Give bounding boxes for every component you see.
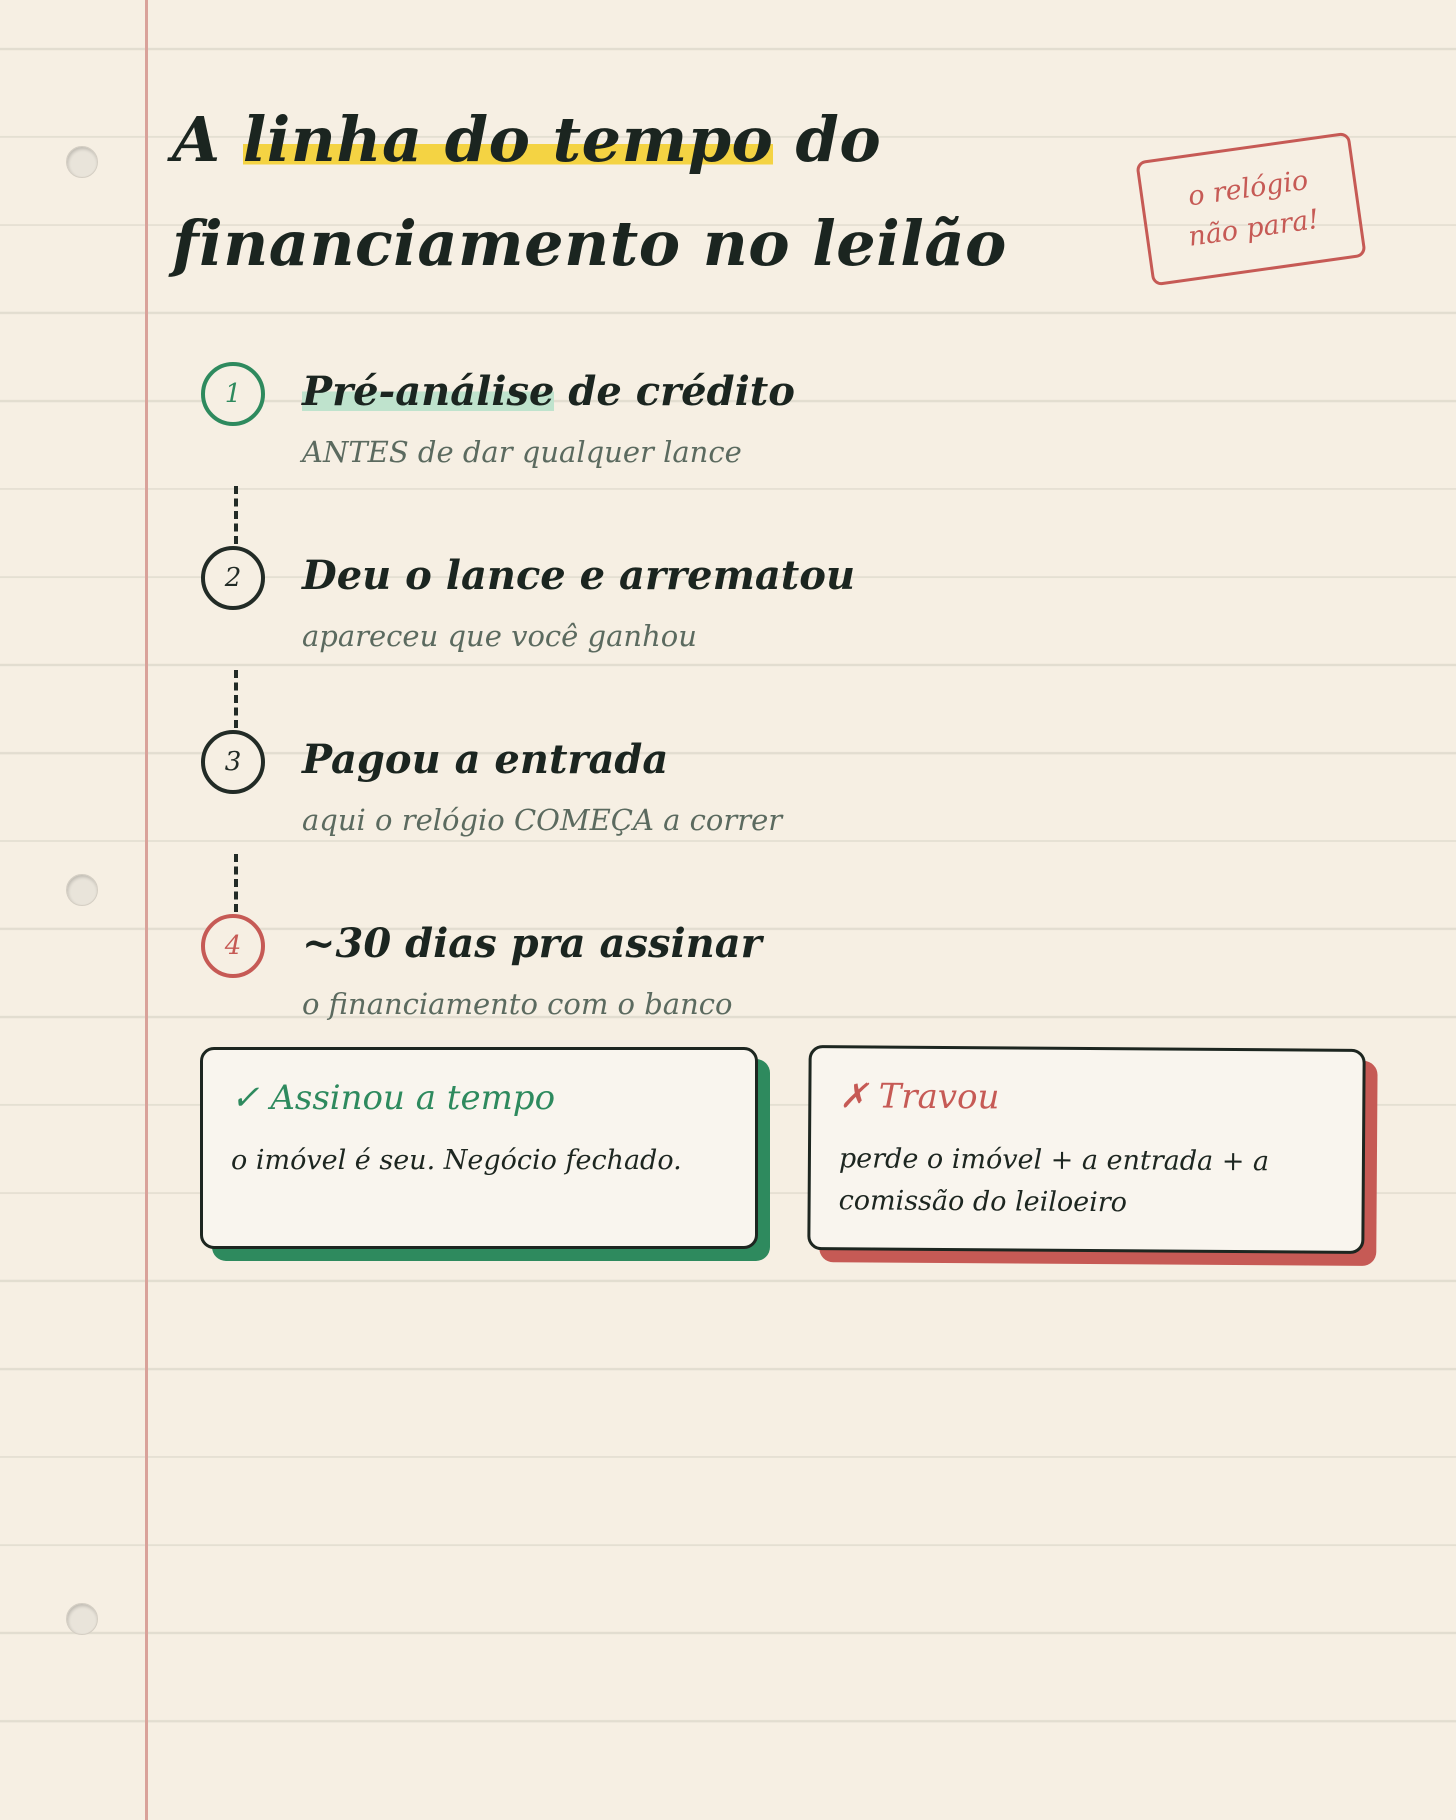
stamp-line2: não para! xyxy=(1186,203,1322,253)
step-title-1-rest: de crédito xyxy=(554,368,795,415)
step-title-2: Deu o lance e arrematou xyxy=(302,552,856,599)
step-number-1: 1 xyxy=(201,362,265,426)
title-line1-suffix: do xyxy=(773,103,882,176)
cross-icon: ✗ xyxy=(839,1076,869,1117)
step-number-4: 4 xyxy=(201,914,265,978)
stamp-line1: o relógio xyxy=(1186,164,1311,213)
binder-hole-bottom xyxy=(66,1603,98,1635)
check-icon: ✓ xyxy=(231,1078,260,1118)
outcome-failure-label: Travou xyxy=(878,1076,1000,1118)
step-title-4: ~30 dias pra assinar xyxy=(302,920,762,967)
notebook-margin-line xyxy=(145,0,148,1820)
step-subtitle-1: ANTES de dar qualquer lance xyxy=(302,435,742,469)
timeline-connector xyxy=(234,854,238,912)
title-line2: financiamento no leilão xyxy=(172,207,1007,280)
stamp-badge xyxy=(1135,132,1366,287)
step-subtitle-3: aqui o relógio COMEÇA a correr xyxy=(302,803,783,837)
step-title-1-highlight: Pré-análise xyxy=(302,368,555,415)
step-subtitle-4: o financiamento com o banco xyxy=(302,987,733,1021)
outcome-success-title xyxy=(231,1078,555,1118)
outcome-failure-card xyxy=(807,1045,1365,1254)
binder-hole-top xyxy=(66,146,98,178)
step-title-3: Pagou a entrada xyxy=(302,736,669,783)
title-line1-prefix: A xyxy=(172,103,243,176)
outcome-success-text: o imóvel é seu. Negócio fechado. xyxy=(231,1145,682,1176)
binder-hole-middle xyxy=(66,874,98,906)
step-title-1 xyxy=(302,368,795,415)
outcome-success-label: Assinou a tempo xyxy=(270,1078,556,1118)
step-number-2: 2 xyxy=(201,546,265,610)
step-subtitle-2: apareceu que você ganhou xyxy=(302,619,697,653)
outcome-success-card xyxy=(200,1047,758,1249)
outcome-failure-title xyxy=(839,1076,999,1117)
title-highlight: linha do tempo xyxy=(242,103,774,176)
timeline-connector xyxy=(234,670,238,728)
step-number-3: 3 xyxy=(201,730,265,794)
page-title xyxy=(172,88,1007,296)
outcome-failure-text: perde o imóvel + a entrada + a comissão do leiloeiro xyxy=(838,1143,1270,1219)
timeline-connector xyxy=(234,486,238,544)
